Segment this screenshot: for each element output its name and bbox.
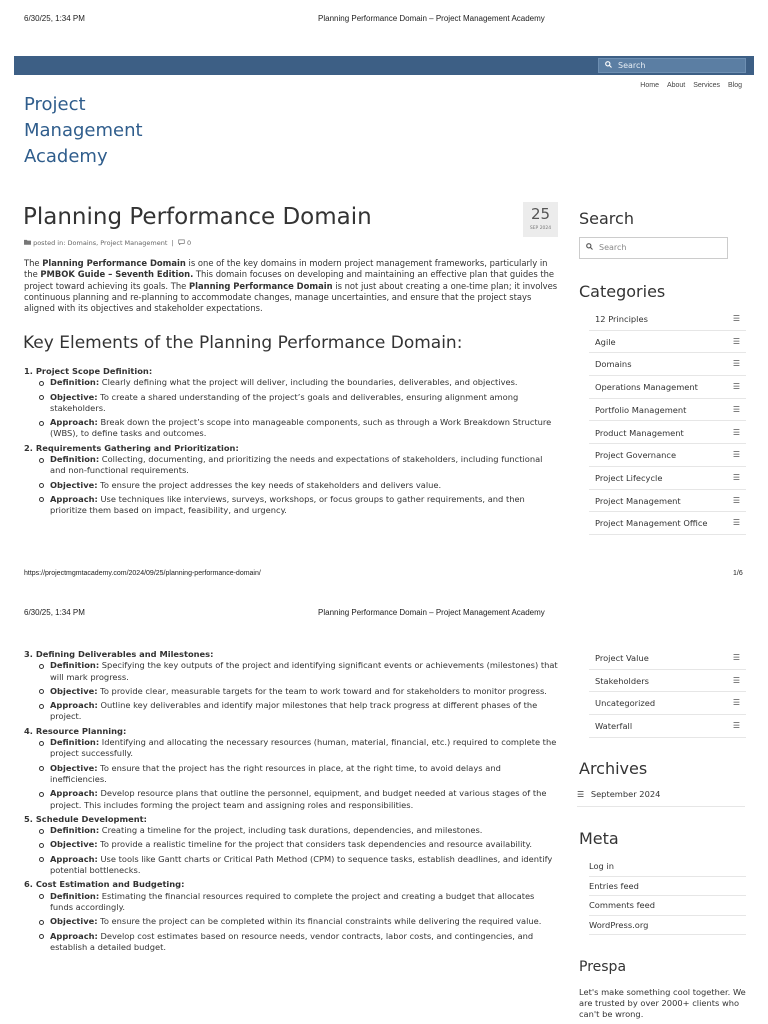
post-date-badge [523,202,558,237]
subitem-label: Definition: [50,377,100,388]
category-item[interactable] [589,331,746,354]
post-comment-count[interactable]: 0 [186,239,192,247]
subitem-label: Definition: [50,890,100,901]
list-subitem [24,916,558,927]
category-icon: ☰ [732,314,740,323]
category-icon: ☰ [732,382,740,392]
archive-item[interactable] [577,789,745,807]
subitem-text: Break down the project’s scope into manageable components, such as through a Work Breakdown Structure (WBS), to define tasks and outcomes. [50,417,552,439]
category-item[interactable] [589,647,746,670]
category-icon: ☰ [732,404,740,414]
intro-bold: PMBOK Guide – Seventh Edition. [40,269,194,280]
category-label: Project Management [595,495,681,506]
list-subitem [24,480,558,491]
subitem-text: Use techniques like interviews, surveys, workshops, or focus groups to gather requirements, and then prioritize them based on impact, feasibility, and urgency. [50,493,525,516]
list-item-title-text: Requirements Gathering and Prioritization: [35,442,239,453]
subitem-text: Identifying and allocating the necessary resources (human, material, financial, etc.) required to complete the project successfully. [50,737,557,759]
category-item[interactable] [589,467,746,490]
category-icon: ☰ [732,721,740,731]
subitem-label: Objective: [50,479,98,490]
print-datetime: 6/30/25, 1:34 PM [24,608,85,617]
subitem-text: Develop cost estimates based on resource needs, vendor contracts, labor costs, and contingencies, and establish a detailed budget. [50,930,534,952]
subitem-text: Clearly defining what the project will deliver, including the boundaries, deliverables, and objectives. [99,377,518,388]
list-item-title-text: Schedule Development: [35,813,147,824]
subitem-text: To ensure the project addresses the key needs of stakeholders and delivers value. [97,479,442,490]
list-item [24,726,558,811]
subitem-label: Definition: [50,454,100,465]
list-item-title [24,726,558,737]
category-icon: ☰ [732,427,740,437]
subitem-text: Develop resource plans that outline the personnel, equipment, and budget needed at various stages of the project. This includes forming the project team and assigning roles and responsibilities. [50,788,547,810]
menu-item-about[interactable]: About [666,82,686,89]
search-icon [605,61,612,68]
subitem-text: To ensure the project can be completed within its financial constraints while delivering the required value. [97,916,542,927]
prespa-text: Let's make something cool together. We are trusted by over 2000+ clients who can't be wrong. [579,987,746,1019]
list-subitem [24,854,558,877]
header-search-placeholder: Search [618,61,646,70]
subitem-text: To provide clear, measurable targets for the team to work toward and for stakeholders to monitor progress. [97,685,547,696]
sidebar-search-input[interactable] [579,237,728,259]
intro-text: is not just about creating a one-time plan; it involves continuous planning and re-planning to accommodate changes, manage uncertainties, and ensure that the project stays aligned with its objectives and stakeholder expectations. [24,280,558,314]
comment-icon [178,239,185,245]
subitem-label: Objective: [50,391,98,402]
category-label: Waterfall [595,721,633,732]
list-subitem [24,700,558,723]
post-date-day: 25 [530,205,551,223]
search-icon [586,243,593,250]
intro-bold: Planning Performance Domain [188,280,333,291]
category-label: Product Management [595,427,684,438]
list-item-number: 6. [24,879,33,890]
meta-link[interactable]: Log in [589,857,746,877]
main-menu [634,82,742,89]
category-icon: ☰ [732,495,740,505]
list-item-number: 2. [24,442,33,453]
category-item[interactable] [589,512,746,535]
section-heading: Key Elements of the Planning Performance Domain: [23,333,463,353]
list-item-number: 4. [24,725,33,736]
print-doc-title: Planning Performance Domain – Project Management Academy [318,608,545,617]
subitem-text: Collecting, documenting, and prioritizing the needs and expectations of stakeholders, including functional and non-functional requirements. [50,454,543,476]
category-label: Project Management Office [595,518,708,529]
subitem-label: Objective: [50,762,98,773]
list-subitem [24,763,558,786]
sidebar-search-placeholder: Search [599,243,627,252]
list-item-title-text: Project Scope Definition: [35,366,153,376]
meta-link[interactable]: WordPress.org [589,916,746,936]
list-item-number: 1. [24,366,33,376]
subitem-label: Approach: [50,930,98,941]
subitem-text: Specifying the key outputs of the project and identifying significant events or achievements (milestones) that will mark progress. [50,660,558,682]
list-subitem [24,931,558,954]
category-label: Uncategorized [595,698,656,709]
category-label: Project Value [595,653,649,663]
subitem-text: Outline key deliverables and identify major milestones that help track progress at different phases of the project. [50,700,538,722]
intro-bold: Planning Performance Domain [42,258,186,268]
logo-line: Project [24,94,86,115]
sidebar-search-heading: Search [579,209,634,228]
categories-heading: Categories [579,282,666,301]
subitem-text: To create a shared understanding of the project’s goals and deliverables, ensuring alignment among stakeholders. [50,391,519,413]
site-logo[interactable] [24,92,174,170]
subitem-label: Approach: [50,853,98,864]
subitem-label: Approach: [50,700,98,711]
category-item[interactable] [589,422,746,445]
print-datetime: 6/30/25, 1:34 PM [24,14,85,23]
category-label: Portfolio Management [595,404,687,415]
category-label: Agile [595,336,616,347]
list-item [24,814,558,876]
category-icon: ☰ [732,336,740,346]
list-item-title [24,443,558,454]
subitem-text: To ensure that the project has the right resources in place, at the right time, to avoid delays and inefficiencies. [50,762,501,784]
category-label: Domains [595,359,632,370]
calendar-icon: ☰ [577,790,585,799]
menu-item-home[interactable]: Home [640,82,659,89]
category-item[interactable] [589,715,746,738]
list-item-number: 5. [24,813,33,824]
print-doc-title: Planning Performance Domain – Project Management Academy [318,14,545,23]
subitem-text: Creating a timeline for the project, including task durations, dependencies, and milestones. [99,825,483,836]
list-subitem [24,660,558,683]
archives-heading: Archives [579,759,648,778]
meta-heading: Meta [579,829,619,848]
print-page-number: 1/6 [733,570,743,577]
list-item [24,366,558,440]
category-item[interactable] [589,490,746,513]
list-subitem [24,825,558,836]
category-icon: ☰ [732,675,740,685]
post-meta [24,239,191,247]
category-item[interactable] [589,376,746,399]
page-title: Planning Performance Domain [23,204,372,230]
list-item [24,649,558,723]
logo-line: Academy [24,146,108,167]
intro-text: This domain focuses on developing and maintaining an effective plan that guides the project toward achieving its goals. The [24,269,555,291]
list-subitem [24,686,558,697]
post-date-month: SEP 2024 [529,226,552,231]
intro-text: is one of the key domains in modern project management frameworks, particularly in the [24,258,548,280]
list-item [24,879,558,953]
list-subitem [24,494,558,517]
list-item-title-text: Defining Deliverables and Milestones: [35,649,214,659]
subitem-label: Approach: [50,788,98,799]
category-item[interactable] [589,692,746,715]
list-item-title [24,366,558,377]
category-icon: ☰ [732,518,740,528]
subitem-label: Definition: [50,825,100,836]
category-item[interactable] [589,399,746,422]
category-label: 12 Principles [595,314,648,324]
print-url: https://projectmgmtacademy.com/2024/09/25/planning-performance-domain/ [24,570,261,577]
subitem-label: Approach: [50,417,98,428]
subitem-label: Objective: [50,839,98,850]
menu-item-services[interactable]: Services [693,82,721,89]
subitem-label: Objective: [50,916,98,927]
category-label: Operations Management [595,382,698,393]
subitem-label: Objective: [50,685,98,696]
category-icon: ☰ [732,450,740,460]
list-subitem [24,839,558,850]
post-meta-prefix: posted in: [33,239,66,247]
category-item[interactable] [589,308,746,331]
list-subitem [24,417,558,440]
key-elements-list-page1 [24,366,558,520]
intro-text: The [24,258,43,268]
meta-link[interactable]: Comments feed [589,896,746,916]
list-item-number: 3. [24,649,33,659]
key-elements-list-page2 [24,649,558,956]
subitem-text: Estimating the financial resources required to complete the project and creating a budget that allocates funds accordingly. [50,890,535,912]
archive-item-label: September 2024 [590,789,661,799]
subitem-label: Approach: [50,493,98,504]
list-subitem [24,454,558,477]
list-item [24,443,558,517]
category-item[interactable] [589,670,746,693]
list-item-title-text: Cost Estimation and Budgeting: [35,879,185,890]
list-subitem [24,891,558,914]
category-label: Project Lifecycle [595,472,663,483]
list-subitem [24,392,558,415]
list-item-title-text: Resource Planning: [35,725,127,736]
list-subitem [24,377,558,388]
category-label: Stakeholders [595,675,649,686]
category-item[interactable] [589,353,746,376]
logo-line: Management [24,120,143,141]
category-item[interactable] [589,444,746,467]
list-item-title [24,814,558,825]
subitem-label: Definition: [50,737,100,748]
subitem-text: To provide a realistic timeline for the project that considers task dependencies and resource availability. [97,839,533,850]
menu-item-blog[interactable]: Blog [727,82,742,89]
category-icon: ☰ [732,472,740,482]
subitem-label: Definition: [50,660,100,671]
list-subitem [24,788,558,811]
list-subitem [24,737,558,760]
category-icon: ☰ [732,653,740,662]
folder-icon [24,239,31,245]
post-intro-paragraph [24,258,560,314]
category-label: Project Governance [595,450,677,461]
category-icon: ☰ [732,698,740,708]
list-item-title [24,879,558,890]
post-meta-separator: | [171,239,174,247]
category-icon: ☰ [732,359,740,369]
list-item-title [24,649,558,660]
post-meta-categories[interactable]: Domains, Project Management [67,239,168,247]
header-search-input[interactable] [598,58,746,73]
meta-link[interactable]: Entries feed [589,877,746,897]
prespa-heading: Prespa [579,959,627,975]
subitem-text: Use tools like Gantt charts or Critical Path Method (CPM) to sequence tasks, establish deadlines, and identify potential bottlenecks. [50,853,553,876]
